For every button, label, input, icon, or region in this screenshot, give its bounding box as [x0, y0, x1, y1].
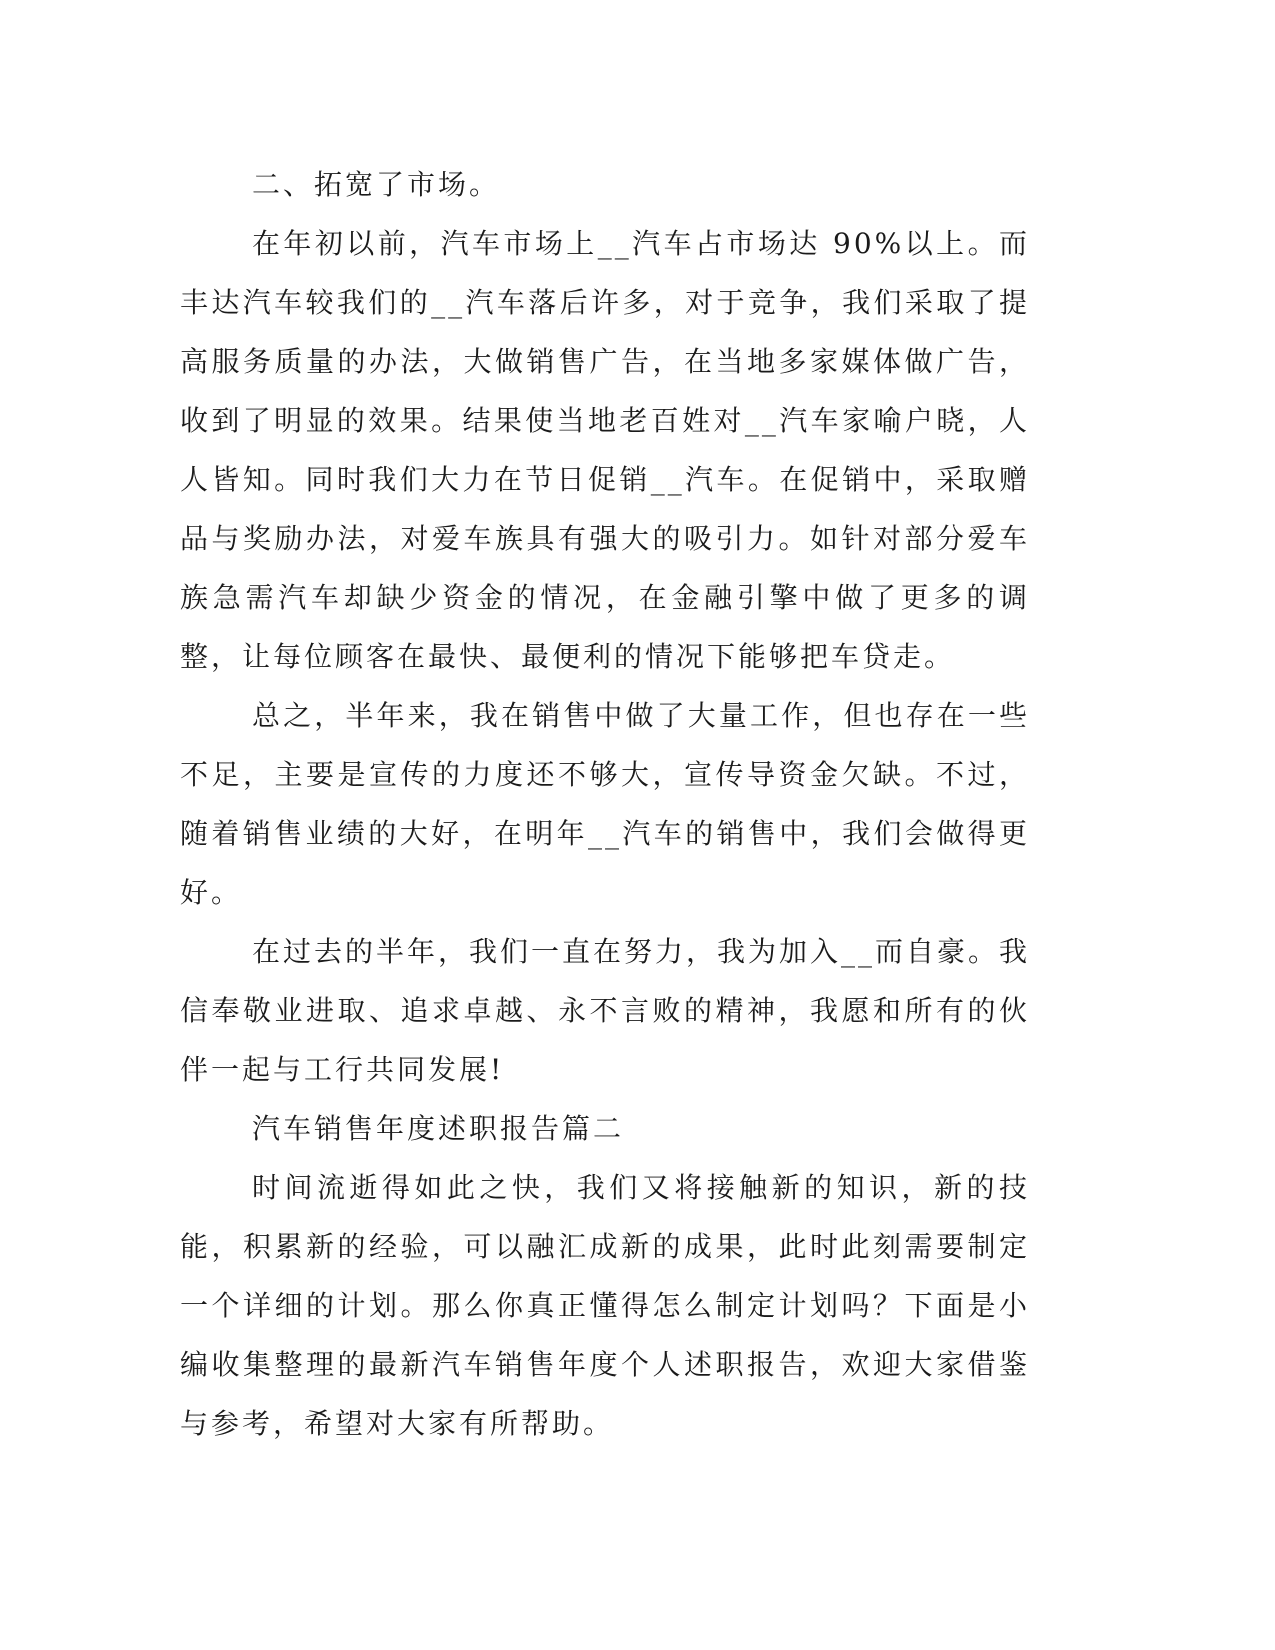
paragraph-summary: 总之，半年来，我在销售中做了大量工作，但也存在一些不足，主要是宣传的力度还不够大，宣传导资金欠缺。不过，随着销售业绩的大好，在明年__汽车的销售中，我们会做得更好。 — [180, 699, 1030, 909]
document-body — [180, 155, 1030, 1453]
section-heading-expand-market: 二、拓宽了市场。 — [252, 168, 501, 201]
paragraph-intro-part-two: 时间流逝得如此之快，我们又将接触新的知识，新的技能，积累新的经验，可以融汇成新的成果，此时此刻需要制定一个详细的计划。那么你真正懂得怎么制定计划吗？下面是小编收集整理的最新汽车销售年度个人述职报告，欢迎大家借鉴与参考，希望对大家有所帮助。 — [180, 1171, 1030, 1440]
section-title-part-two: 汽车销售年度述职报告篇二 — [252, 1112, 625, 1145]
paragraph-closing: 在过去的半年，我们一直在努力，我为加入__而自豪。我信奉敬业进取、追求卓越、永不言败的精神，我愿和所有的伙伴一起与工行共同发展! — [180, 935, 1031, 1086]
paragraph-market-expansion: 在年初以前，汽车市场上__汽车占市场达 90%以上。而丰达汽车较我们的__汽车落后许多，对于竞争，我们采取了提高服务质量的办法，大做销售广告，在当地多家媒体做广告，收到了明显的效果。结果使当地老百姓对__汽车家喻户晓，人人皆知。同时我们大力在节日促销__汽车。在促销中，采取赠品与奖励办法，对爱车族具有强大的吸引力。如针对部分爱车族急需汽车却缺少资金的情况，在金融引擎中做了更多的调整，让每位顾客在最快、最便利的情况下能够把车贷走。 — [180, 227, 1030, 673]
